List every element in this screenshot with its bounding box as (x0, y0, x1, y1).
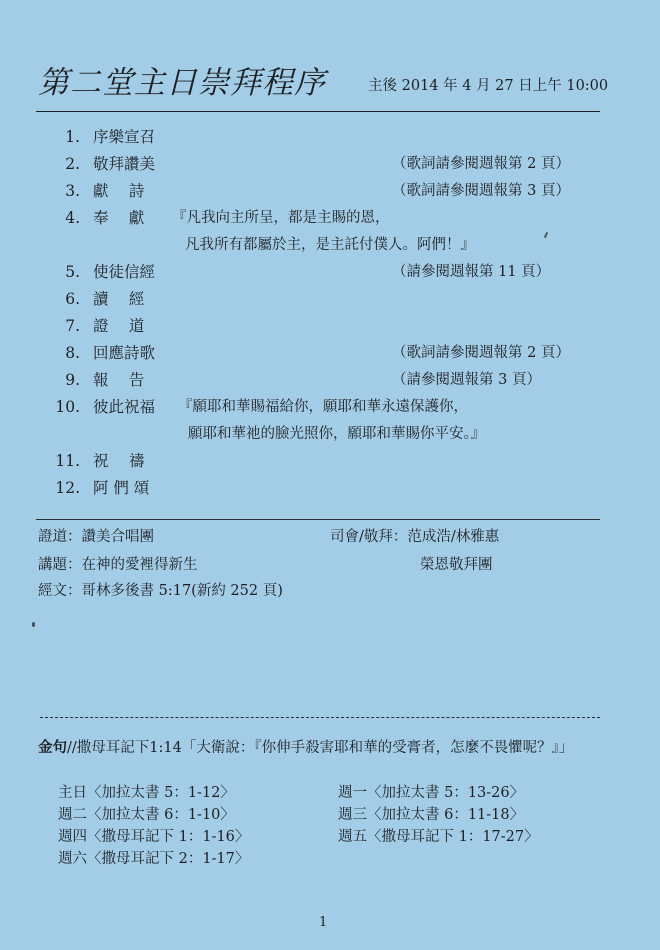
order-item-label: 使徒信經 (93, 263, 156, 281)
blessing-verse-line-2: 願耶和華祂的臉光照你，願耶和華賜你平安。』 (188, 426, 486, 442)
golden-verse-text: //撒母耳記下1:14「大衛說：『你伸手殺害耶和華的受膏者，怎麼不畏懼呢？』」 (67, 740, 574, 756)
order-item-label: 彼此祝福 (93, 398, 156, 416)
host-worship-leaders: 司會/敬拜：范成浩/林雅惠 (330, 529, 500, 545)
order-item-note: （請參閱週報第 11 頁） (392, 264, 551, 280)
order-item-number: 11. (55, 452, 80, 470)
sermon-by: 證道：讚美合唱團 (38, 529, 154, 545)
daily-reading: 週二〈加拉太書 6：1-10〉 (58, 807, 235, 823)
daily-reading: 週一〈加拉太書 5：13-26〉 (338, 785, 525, 801)
scripture-reference: 經文：哥林多後書 5:17(新約 252 頁) (38, 583, 283, 599)
order-item-number: 5. (65, 263, 80, 281)
order-item (0, 369, 660, 396)
order-item-label: 序樂宣召 (93, 128, 156, 146)
order-item (0, 477, 660, 504)
daily-reading: 週四〈撒母耳記下 1：1-16〉 (58, 829, 250, 845)
order-item-number: 1. (65, 128, 80, 146)
order-item-label: 敬拜讚美 (93, 155, 156, 173)
worship-team: 榮恩敬拜團 (420, 557, 493, 573)
order-item-label: 奉 獻 (93, 209, 145, 227)
daily-reading: 週三〈加拉太書 6：11-18〉 (338, 807, 525, 823)
order-item-label: 讀 經 (93, 290, 145, 308)
paper-mark (32, 622, 35, 627)
order-of-service (0, 126, 660, 504)
order-item-number: 4. (65, 209, 80, 227)
order-item (0, 396, 660, 450)
order-item (0, 261, 660, 288)
order-item-label: 阿 們 頌 (93, 479, 150, 497)
order-item-label: 證 道 (93, 317, 145, 335)
golden-verse-label: 金句 (38, 739, 67, 756)
order-item-label: 回應詩歌 (93, 344, 156, 362)
dashed-divider (40, 717, 600, 718)
golden-verse (38, 738, 573, 758)
order-item-number: 9. (65, 371, 80, 389)
offering-verse-line-2: 凡我所有都屬於主，是主託付僕人。阿們！』 (185, 237, 475, 253)
order-item (0, 315, 660, 342)
order-item (0, 153, 660, 180)
sermon-topic: 講題：在神的愛裡得新生 (38, 557, 198, 573)
order-item-number: 7. (65, 317, 80, 335)
order-item (0, 126, 660, 153)
order-item-note: （歌詞請參閱週報第 2 頁） (392, 345, 570, 361)
order-item-number: 3. (65, 182, 80, 200)
order-item-number: 8. (65, 344, 80, 362)
order-item-number: 2. (65, 155, 80, 173)
order-item (0, 288, 660, 315)
daily-reading: 週六〈撒母耳記下 2：1-17〉 (58, 851, 250, 867)
service-date: 主後 2014 年 4 月 27 日上午 10:00 (368, 78, 609, 94)
offering-verse-line-1: 『凡我向主所呈，都是主賜的恩， (172, 210, 390, 226)
order-item (0, 180, 660, 207)
order-item-label: 報 告 (93, 371, 145, 389)
page-title: 第二堂主日崇拜程序 (38, 65, 326, 101)
daily-reading: 週五〈撒母耳記下 1：17-27〉 (338, 829, 539, 845)
order-item-number: 10. (55, 398, 80, 416)
title-divider (36, 111, 600, 112)
order-item (0, 342, 660, 369)
order-item-number: 12. (55, 479, 80, 497)
order-item (0, 207, 660, 261)
daily-reading: 主日〈加拉太書 5：1-12〉 (58, 785, 235, 801)
order-item-label: 祝 禱 (93, 452, 145, 470)
order-item-note: （歌詞請參閱週報第 2 頁） (392, 156, 570, 172)
page-number: 1 (319, 915, 328, 930)
section-divider (36, 519, 600, 520)
order-item-note: （請參閱週報第 3 頁） (392, 372, 541, 388)
order-item-number: 6. (65, 290, 80, 308)
order-item-label: 獻 詩 (93, 182, 145, 200)
order-item (0, 450, 660, 477)
order-item-note: （歌詞請參閱週報第 3 頁） (392, 183, 570, 199)
blessing-verse-line-1: 『願耶和華賜福給你，願耶和華永遠保護你， (178, 399, 468, 415)
